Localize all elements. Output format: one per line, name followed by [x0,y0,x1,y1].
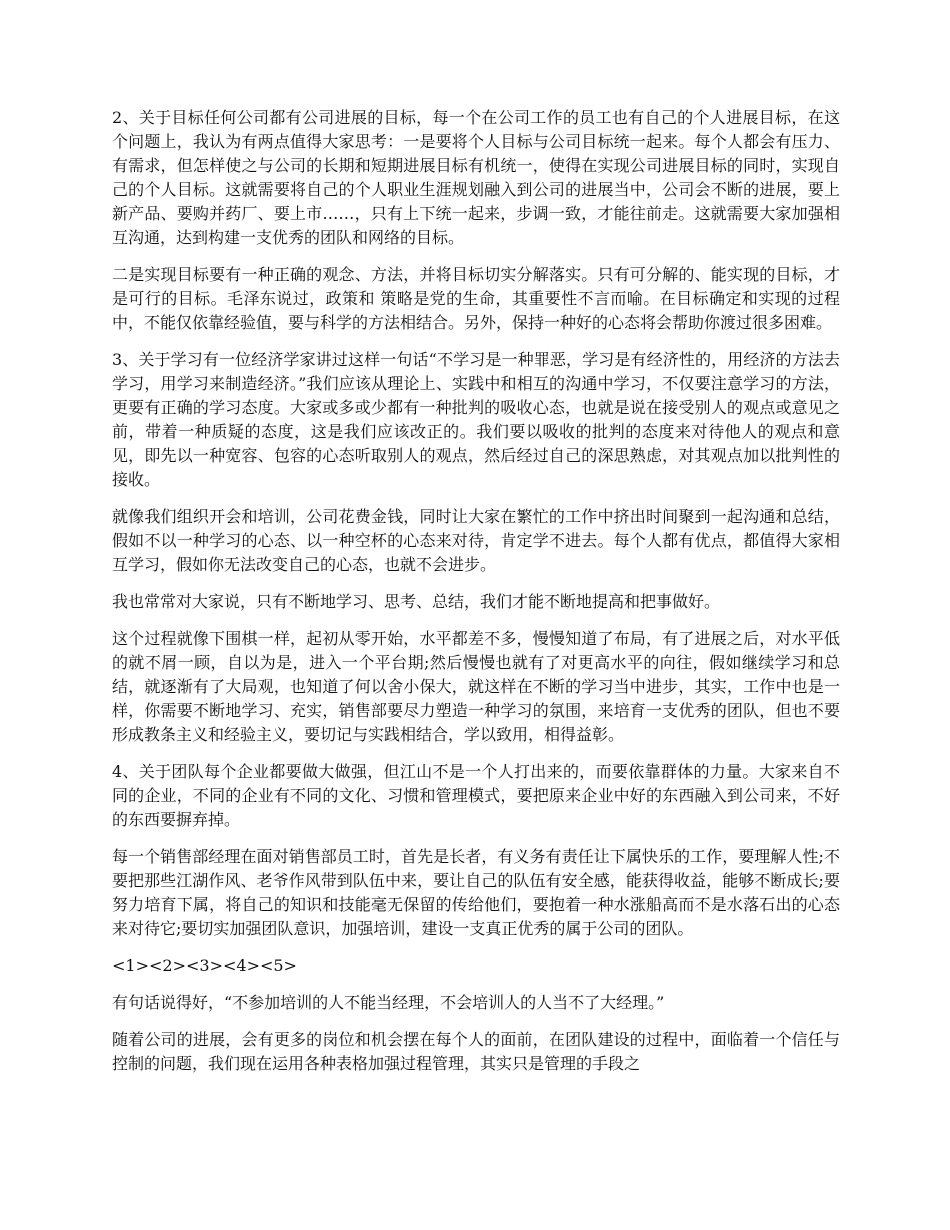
paragraph-learning-1: 3、关于学习有一位经济学家讲过这样一句话“不学习是一种罪恶，学习是有经济性的，用经济的方法去学习，用学习来制造经济。”我们应该从理论上、实践中和相互的沟通中学习，不仅要注意学习的方法，更要有正确的学习态度。大家或多或少都有一种批判的吸收心态，也就是说在接受别人的观点或意见之前，带着一种质疑的态度，这是我们应该改正的。我们要以吸收的批判的态度来对待他人的观点和意见，即先以一种宽容、包容的心态听取别人的观点，然后经过自己的深思熟虑，对其观点加以批判性的接收。 [112,350,840,489]
paragraph-learning-3: 我也常常对大家说，只有不断地学习、思考、总结，我们才能不断地提高和把事做好。 [112,592,721,611]
paragraph-trust-control: 随着公司的进展，会有更多的岗位和机会摆在每个人的面前，在团队建设的过程中，面临着一个信任与控制的问题，我们现在运用各种表格加强过程管理，其实只是管理的手段之 [112,1030,840,1073]
document-page [112,106,840,1089]
paragraph-team-2: 每一个销售部经理在面对销售部员工时，首先是长者，有义务有责任让下属快乐的工作，要理解人性;不要把那些江湖作风、老爷作风带到队伍中来，要让自己的队伍有安全感，能获得收益，能够不断成长;要努力培育下属，将自己的知识和技能毫无保留的传给他们，要抱着一种水涨船高而不是水落石出的心态来对待它;要切实加强团队意识，加强培训，建设一支真正优秀的属于公司的团队。 [112,847,840,938]
paragraph-learning-2: 就像我们组织开会和培训，公司花费金钱，同时让大家在繁忙的工作中挤出时间聚到一起沟通和总结，假如不以一种学习的心态、以一种空杯的心态来对待，肯定学不进去。每个人都有优点，都值得大家相互学习，假如你无法改变自己的心态，也就不会进步。 [112,507,840,574]
paragraph-goals-1: 2、关于目标任何公司都有公司进展的目标，每一个在公司工作的员工也有自己的个人进展目标，在这个问题上，我认为有两点值得大家思考：一是要将个人目标与公司目标统一起来。每个人都会有压力、有需求，但怎样使之与公司的长期和短期进展目标有机统一，使得在实现公司进展目标的同时，实现自己的个人目标。这就需要将自己的个人职业生涯规划融入到公司的进展当中，公司会不断的进展，要上新产品、要购并药厂、要上市……，只有上下统一起来，步调一致，才能往前走。这就需要大家加强相互沟通，达到构建一支优秀的团队和网络的目标。 [112,108,840,247]
page-markers: <1><2><3><4><5> [112,956,297,975]
paragraph-goals-2: 二是实现目标要有一种正确的观念、方法，并将目标切实分解落实。只有可分解的、能实现的目标，才是可行的目标。毛泽东说过，政策和 策略是党的生命，其重要性不言而喻。在目标确定和实现的过程中，不能仅依靠经验值，要与科学的方法相结合。另外，保持一种好的心态将会帮助你渡过很多困难。 [112,265,840,332]
paragraph-learning-4: 这个过程就像下围棋一样，起初从零开始，水平都差不多，慢慢知道了布局，有了进展之后，对水平低的就不屑一顾，自以为是，进入一个平台期;然后慢慢也就有了对更高水平的向往，假如继续学习和总结，就逐渐有了大局观，也知道了何以舍小保大，就这样在不断的学习当中进步，其实，工作中也是一样，你需要不断地学习、充实，销售部要尽力塑造一种学习的氛围，来培育一支优秀的团队，但也不要形成教条主义和经验主义，要切记与实践相结合，学以致用，相得益彰。 [112,629,840,744]
paragraph-team-1: 4、关于团队每个企业都要做大做强，但江山不是一个人打出来的，而要依靠群体的力量。大家来自不同的企业，不同的企业有不同的文化、习惯和管理模式，要把原来企业中好的东西融入到公司来，不好的东西要摒弃掉。 [112,762,840,829]
paragraph-quote: 有句话说得好，“不参加培训的人不能当经理，不会培训人的人当不了大经理。” [112,993,665,1012]
